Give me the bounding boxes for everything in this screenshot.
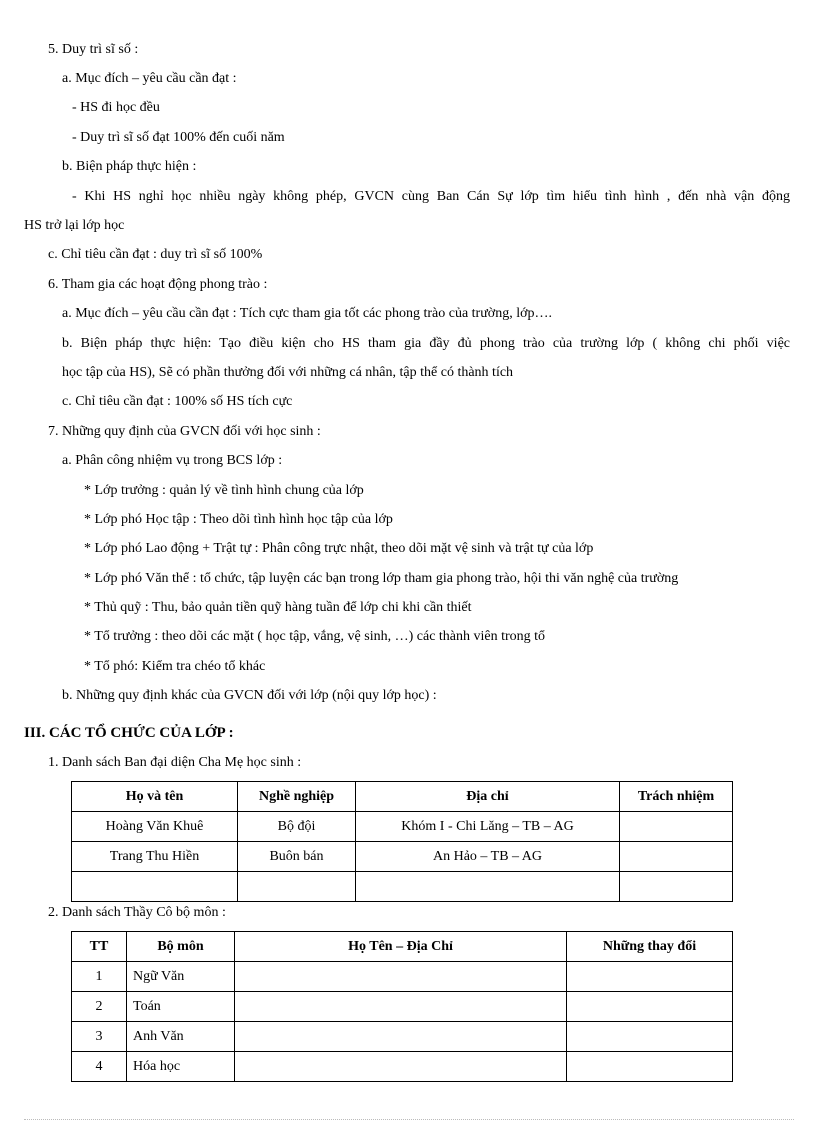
table-cell — [620, 812, 733, 842]
section5-a: a. Mục đích – yêu cầu cần đạt : — [62, 71, 237, 86]
table-cell: Hóa học — [127, 1052, 235, 1082]
table-cell — [235, 1052, 567, 1082]
section5-title: 5. Duy trì sĩ số : — [48, 42, 139, 57]
section5-a2: - Duy trì sĩ số đạt 100% đến cuối năm — [72, 130, 285, 145]
parents-table-title: 1. Danh sách Ban đại diện Cha Mẹ học sinh : — [48, 755, 302, 770]
section5-c: c. Chỉ tiêu cần đạt : duy trì sĩ số 100% — [48, 247, 263, 262]
table-header-row — [72, 782, 733, 812]
table-cell — [567, 1052, 733, 1082]
table-cell: 2 — [72, 992, 127, 1022]
table-row — [72, 842, 733, 872]
parents-table — [71, 781, 733, 902]
table-cell — [356, 872, 620, 902]
section6-b-cont: học tập của HS), Sẽ có phần thưởng đối với những cá nhân, tập thể có thành tích — [62, 365, 514, 380]
table-cell: Trang Thu Hiền — [72, 842, 238, 872]
section7-title: 7. Những quy định của GVCN đối với học sinh : — [48, 424, 321, 439]
table-cell — [72, 872, 238, 902]
section3-heading: III. CÁC TỔ CHỨC CỦA LỚP : — [24, 725, 234, 741]
table-cell — [238, 872, 356, 902]
duty-item: * Thủ quỹ : Thu, bảo quản tiền quỹ hàng tuần để lớp chi khi cần thiết — [84, 600, 472, 615]
table-cell: Hoàng Văn Khuê — [72, 812, 238, 842]
section6-b: b. Biện pháp thực hiện: Tạo điều kiện cho HS tham gia đầy đủ phong trào của trường lớp ( không chi phối việc — [62, 336, 790, 351]
table-cell: 1 — [72, 962, 127, 992]
column-header: Nghề nghiệp — [238, 782, 356, 812]
teachers-table — [71, 931, 733, 1082]
teachers-table-title: 2. Danh sách Thầy Cô bộ môn : — [48, 905, 226, 920]
table-cell — [235, 1022, 567, 1052]
column-header: Địa chỉ — [356, 782, 620, 812]
table-row — [72, 962, 733, 992]
table-header-row — [72, 932, 733, 962]
section5-b1-cont: HS trở lại lớp học — [24, 218, 125, 233]
table-cell: 4 — [72, 1052, 127, 1082]
section6-c: c. Chỉ tiêu cần đạt : 100% số HS tích cực — [62, 394, 293, 409]
table-row — [72, 1052, 733, 1082]
table-cell: Anh Văn — [127, 1022, 235, 1052]
section7-a: a. Phân công nhiệm vụ trong BCS lớp : — [62, 453, 283, 468]
duty-item: * Lớp phó Lao động + Trật tự : Phân công trực nhật, theo dõi mặt vệ sinh và trật tự của lớp — [84, 541, 594, 556]
duty-item: * Tổ trưởng : theo dõi các mặt ( học tập, vắng, vệ sinh, …) các thành viên trong tổ — [84, 629, 546, 644]
table-cell: 3 — [72, 1022, 127, 1052]
column-header: Họ Tên – Địa Chỉ — [235, 932, 567, 962]
table-cell: An Hảo – TB – AG — [356, 842, 620, 872]
duty-item: * Tổ phó: Kiểm tra chéo tổ khác — [84, 659, 266, 674]
column-header: Trách nhiệm — [620, 782, 733, 812]
column-header: TT — [72, 932, 127, 962]
table-cell — [567, 962, 733, 992]
section5-a1: - HS đi học đều — [72, 100, 160, 115]
duty-item: * Lớp phó Học tập : Theo dõi tình hình học tập của lớp — [84, 512, 393, 527]
table-cell: Toán — [127, 992, 235, 1022]
duty-item: * Lớp trưởng : quản lý về tình hình chung của lớp — [84, 483, 364, 498]
table-cell: Khóm I - Chi Lăng – TB – AG — [356, 812, 620, 842]
duty-item: * Lớp phó Văn thể : tổ chức, tập luyện các bạn trong lớp tham gia phong trào, hội thi văn nghệ của trường — [84, 571, 679, 586]
table-cell: Ngữ Văn — [127, 962, 235, 992]
table-cell — [567, 1022, 733, 1052]
section5-b: b. Biện pháp thực hiện : — [62, 159, 197, 174]
section6-a: a. Mục đích – yêu cầu cần đạt : Tích cực tham gia tốt các phong trào của trường, lớp…. — [62, 306, 553, 321]
table-row — [72, 1022, 733, 1052]
section5-b1: - Khi HS nghỉ học nhiều ngày không phép, GVCN cùng Ban Cán Sự lớp tìm hiểu tình hình , đến nhà vận động — [72, 189, 790, 204]
section7-b: b. Những quy định khác của GVCN đối với lớp (nội quy lớp học) : — [62, 688, 437, 703]
page-bottom-divider — [24, 1119, 794, 1120]
table-cell — [567, 992, 733, 1022]
table-row — [72, 872, 733, 902]
table-cell: Buôn bán — [238, 842, 356, 872]
column-header: Họ và tên — [72, 782, 238, 812]
table-cell — [620, 872, 733, 902]
column-header: Những thay đổi — [567, 932, 733, 962]
table-cell — [235, 962, 567, 992]
table-row — [72, 812, 733, 842]
section6-title: 6. Tham gia các hoạt động phong trào : — [48, 277, 268, 292]
table-row — [72, 992, 733, 1022]
table-cell: Bộ đội — [238, 812, 356, 842]
table-cell — [235, 992, 567, 1022]
column-header: Bộ môn — [127, 932, 235, 962]
table-cell — [620, 842, 733, 872]
